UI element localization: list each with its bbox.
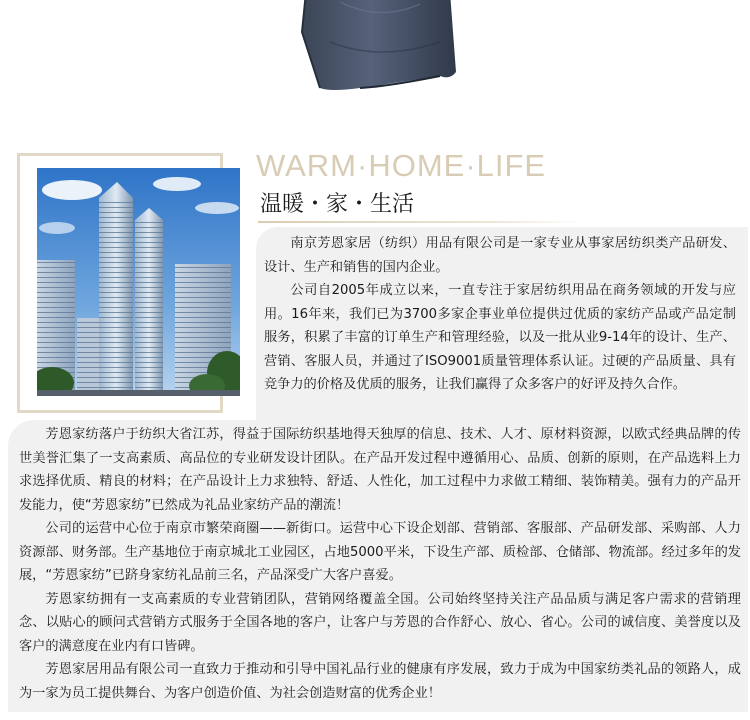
intro-paragraph: 公司自2005年成立以来，一直专注于家居纺织用品在商务领域的开发与应用。16年来，我们已为3700多家企事业单位提供过优质的家纺产品或产品定制服务，积累了丰富的订单生产和管理经验，以及一批从业9-14年的设计、生产、营销、客服人员，并通过了ISO9001质量管理体系认证。过硬的产品质量、具有竞争力的价格及优质的服务，让我们赢得了众多客户的好评及持久合作。 [264, 283, 736, 392]
main-paragraph: 公司的运营中心位于南京市繁荣商圈——新街口。运营中心下设企划部、营销部、客服部、产品研发部、采购部、人力资源部、财务部。生产基地位于南京城北工业园区，占地5000平米，下设生产部、质检部、仓储部、物流部。经过多年的发展，“芳恩家纺”已跻身家纺礼品前三名，产品深受广大客户喜爱。 [19, 521, 741, 583]
main-text-block [19, 423, 741, 705]
heading-divider [258, 221, 583, 223]
main-paragraph: 芳恩家纺拥有一支高素质的专业营销团队，营销网络覆盖全国。公司始终坚持关注产品品质与满足客户需求的营销理念、以贴心的顾问式营销方式服务于全国各地的客户，让客户与芳恩的合作舒心、放心、省心。公司的诚信度、美誉度以及客户的满意度在业内有口皆碑。 [19, 591, 741, 654]
intro-paragraph: 南京芳恩家居（纺织）用品有限公司是一家专业从事家居纺织类产品研发、设计、生产和销售的国内企业。 [264, 236, 736, 275]
main-paragraph: 芳恩家纺落户于纺织大省江苏，得益于国际纺织基地得天独厚的信息、技术、人才、原材料资源，以欧式经典品牌的传世美誉汇集了一支高素质、高品位的专业研发设计团队。在产品开发过程中遵循用心、品质、创新的原则，在产品选料上力求选择优质、精良的材料；在产品设计上力求独特、舒适、人性化，加工过程中力求做工精细、装饰精美。强有力的产品开发能力，使“芳恩家纺”已然成为礼品业家纺产品的潮流！ [19, 427, 741, 513]
product-bag-image [300, 0, 458, 92]
office-building-photo [37, 168, 240, 396]
intro-text-block [264, 232, 736, 397]
main-paragraph: 芳恩家居用品有限公司一直致力于推动和引导中国礼品行业的健康有序发展，致力于成为中国家纺类礼品的领路人，成为一家为员工提供舞台、为客户创造价值、为社会创造财富的优秀企业！ [19, 662, 741, 701]
heading-english: WARM·HOME·LIFE [256, 148, 547, 183]
heading-chinese: 温暖・家・生活 [260, 192, 415, 217]
